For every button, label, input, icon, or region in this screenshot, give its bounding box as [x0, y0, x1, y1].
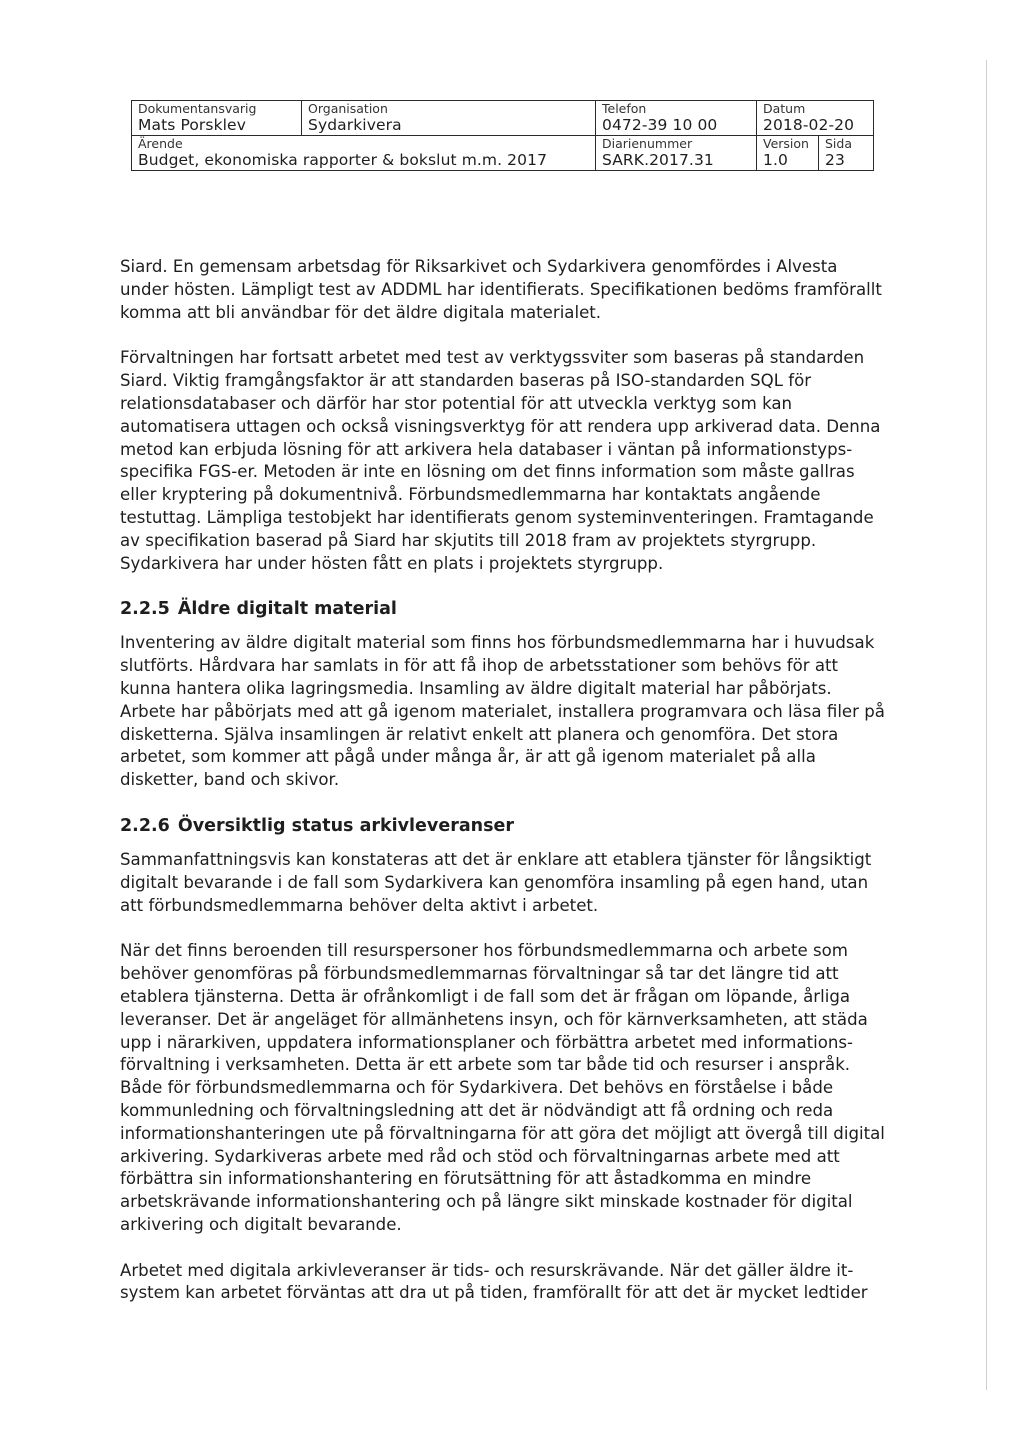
sida-cell: [819, 136, 874, 171]
version-label: Version: [763, 136, 809, 151]
datum-label: Datum: [763, 101, 806, 116]
arende-value: Budget, ekonomiska rapporter & bokslut m.m. 2017: [138, 151, 548, 169]
version-value: 1.0: [763, 151, 788, 169]
organisation-label: Organisation: [308, 101, 388, 116]
diarienummer-cell: [596, 136, 757, 171]
datum-cell: [757, 101, 874, 136]
header-row-2: [132, 136, 874, 171]
dokumentansvarig-value: Mats Porsklev: [138, 116, 246, 134]
heading-2-2-6-title: Översiktlig status arkivleveranser: [177, 815, 515, 836]
diarienummer-value: SARK.2017.31: [602, 151, 714, 169]
dokumentansvarig-label: Dokumentansvarig: [138, 101, 257, 116]
arende-label: Ärende: [138, 136, 183, 151]
organisation-cell: [302, 101, 596, 136]
sida-value: 23: [825, 151, 845, 169]
scan-edge-line: [986, 60, 987, 1390]
dokumentansvarig-cell: [132, 101, 302, 136]
document-header-table: [131, 100, 874, 171]
heading-2-2-6: [120, 815, 890, 837]
heading-2-2-5-title: Äldre digitalt material: [177, 599, 397, 620]
paragraph-arkivleveranser: Arbetet med digitala arkivleveranser är tids- och resurskrävande. När det gäller äldre it-system kan arbetet förväntas att dra ut på tiden, framförallt för att det är mycket ledtider: [120, 1260, 868, 1303]
version-cell: [757, 136, 819, 171]
diarienummer-label: Diarienummer: [602, 136, 693, 151]
telefon-label: Telefon: [602, 101, 647, 116]
paragraph-verktygssviter: Förvaltningen har fortsatt arbetet med test av verktygssviter som baseras på standarden Siard. Viktig framgångsfaktor är att standarden baseras på ISO-standarden SQL för relationsdatabaser och därför har stor potential för att utveckla verktyg som kan automatisera uttagen och också visningsverktyg för att rendera upp arkiverad data. Denna metod kan erbjuda lösning för att arkivera hela databaser i väntan på informationstyps-specifika FGS-er. Metoden är inte en lösning om det finns information som måste gallras eller kryptering på dokumentnivå. Förbundsmedlemmarna har kontaktats angående testuttag. Lämpliga testobjekt har identifierats genom systeminventeringen. Framtagande av specifikation baserad på Siard har skjutits till 2018 fram av projektets styrgrupp. Sydarkivera har under hösten fått en plats i projektets styrgrupp.: [120, 348, 881, 573]
paragraph-aldre-digitalt-material: Inventering av äldre digitalt material som finns hos förbundsmedlemmarna har i huvudsak slutförts. Hårdvara har samlats in för att få ihop de arbetsstationer som behövs för att kunna hantera olika lagringsmedia. Insamling av äldre digitalt material har påbörjats. Arbete har påbörjats med att gå igenom materialet, installera programvara och läsa filer på disketterna. Själva insamlingen är relativt enkelt att planera och genomföra. Det stora arbetet, som kommer att pågå under många år, är att gå igenom materialet på alla disketter, band och skivor.: [120, 633, 885, 790]
arende-cell: [132, 136, 596, 171]
heading-2-2-5: [120, 598, 890, 620]
telefon-cell: [596, 101, 757, 136]
document-body: [120, 256, 890, 1328]
paragraph-beroenden: När det finns beroenden till resurspersoner hos förbundsmedlemmarna och arbete som behöver genomföras på förbundsmedlemmarnas förvaltningar så tar det längre tid att etablera tjänsterna. Detta är ofrånkomligt i de fall som det är frågan om löpande, årliga leveranser. Det är angeläget för allmänhetens insyn, och för kärnverksamheten, att städa upp i närarkiven, uppdatera informationsplaner och förbättra arbetet med informations-förvaltning i verksamheten. Detta är ett arbete som tar både tid och resurser i anspråk. Både för förbundsmedlemmarna och för Sydarkivera. Det behövs en förståelse i både kommunledning och förvaltningsledning att det är nödvändigt att få ordning och reda informationshanteringen ute på förvaltningarna för att göra det möjligt att övergå till digital arkivering. Sydarkiveras arbete med råd och stöd och förvaltningarnas arbete med att förbättra sin informationshantering en förutsättning för att åstadkomma en mindre arbetskrävande informationshantering och på längre sikt minskade kostnader för digital arkivering och digitalt bevarande.: [120, 941, 885, 1234]
heading-2-2-6-number: 2.2.6: [120, 815, 170, 836]
paragraph-sammanfattning: Sammanfattningsvis kan konstateras att det är enklare att etablera tjänster för långsiktigt digitalt bevarande i de fall som Sydarkivera kan genomföra insamling på egen hand, utan att förbundsmedlemmarna behöver delta aktivt i arbetet.: [120, 849, 872, 915]
header-row-1: [132, 101, 874, 136]
datum-value: 2018-02-20: [763, 116, 855, 134]
telefon-value: 0472-39 10 00: [602, 116, 718, 134]
heading-2-2-5-number: 2.2.5: [120, 599, 170, 620]
organisation-value: Sydarkivera: [308, 116, 402, 134]
sida-label: Sida: [825, 136, 853, 151]
paragraph-siard-intro: Siard. En gemensam arbetsdag för Riksarkivet och Sydarkivera genomfördes i Alvesta under hösten. Lämpligt test av ADDML har identifierats. Specifikationen bedöms framförallt komma att bli användbar för det äldre digitala materialet.: [120, 257, 882, 322]
